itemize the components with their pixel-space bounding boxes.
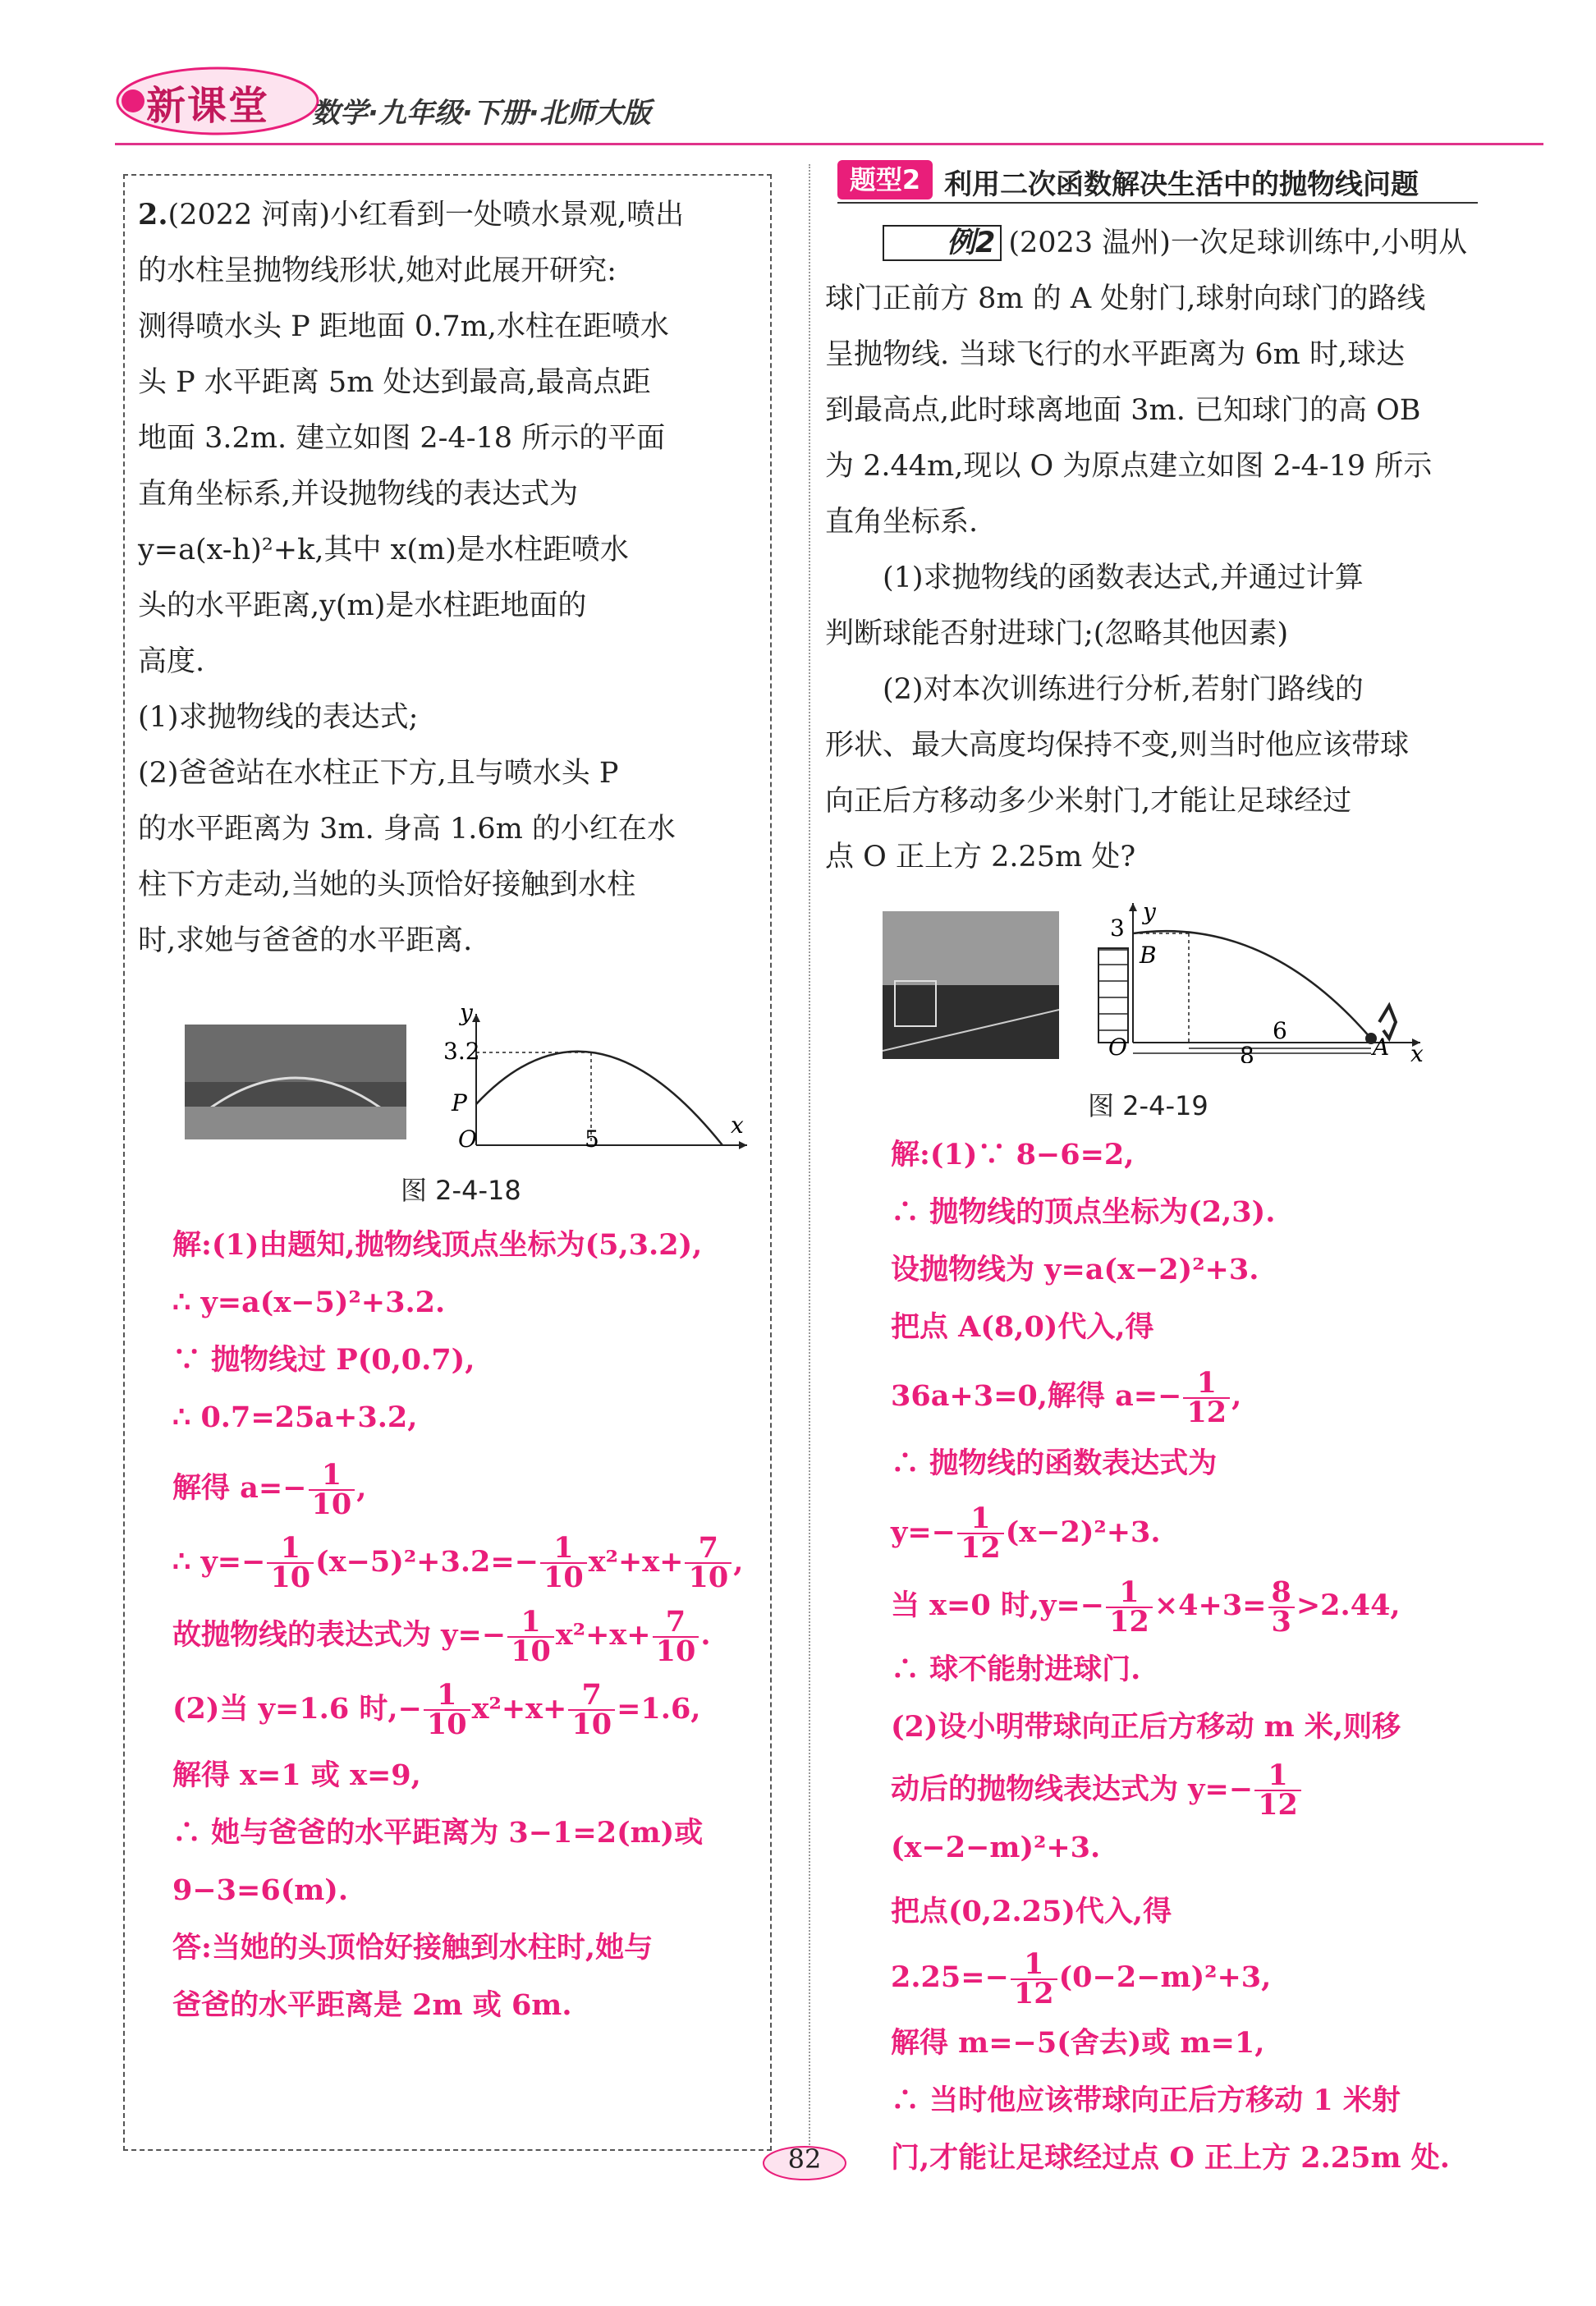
frac-den: 12 [961, 1531, 1001, 1565]
solution-line: ∴ 当时他应该带球向正后方移动 1 米射 [891, 2083, 1401, 2117]
right-solution [891, 1126, 1490, 2187]
problem-text [138, 187, 762, 969]
fraction [267, 1531, 314, 1594]
frac-num: 7 [685, 1534, 732, 1564]
frac-num: 8 [1268, 1579, 1295, 1608]
graph-y-top: 3.2 [443, 1038, 480, 1065]
solution-text: (2)当 y=1.6 时,− [172, 1691, 422, 1726]
graph-a-label: A [1373, 1034, 1390, 1061]
graph-dist-6: 6 [1273, 1017, 1287, 1044]
logo-text: 新课堂 [146, 83, 270, 129]
fraction [685, 1531, 732, 1594]
solution-text: 故抛物线的表达式为 y=− [172, 1618, 507, 1652]
solution-text: . [700, 1618, 711, 1652]
example-line: 到最高点,此时球离地面 3m. 已知球门的高 OB [825, 394, 1421, 427]
graph-y-top: 3 [1110, 915, 1125, 942]
frac-num: 1 [540, 1534, 587, 1564]
solution-text: =1.6, [617, 1691, 701, 1726]
solution-line: ∴ 她与爸爸的水平距离为 3−1=2(m)或 [172, 1816, 704, 1850]
example-line: 呈抛物线. 当球飞行的水平距离为 6m 时,球达 [825, 338, 1406, 371]
question-type-tag: 题型2 [837, 160, 933, 199]
solution-text: 36a+3=0,解得 a=− [891, 1379, 1182, 1413]
graph-y-axis: y [460, 1006, 473, 1026]
example-line: 形状、最大高度均保持不变,则当时他应该带球 [825, 729, 1410, 762]
example-line: 为 2.44m,现以 O 为原点建立如图 2-4-19 所示 [825, 450, 1433, 483]
problem-line: 的水柱呈抛物线形状,她对此展开研究: [138, 254, 617, 287]
frac-den: 10 [543, 1561, 584, 1594]
solution-line: 把点(0,2.25)代入,得 [891, 1895, 1172, 1928]
fountain-photo [185, 1025, 406, 1139]
frac-den: 10 [511, 1634, 551, 1668]
frac-num: 1 [957, 1505, 1004, 1534]
graph-2-4-18 [443, 1006, 755, 1153]
solution-line: 答:当她的头顶恰好接触到水柱时,她与 [172, 1931, 654, 1964]
series-title: 数学·九年级·下册·北师大版 [312, 97, 651, 130]
frac-den: 10 [655, 1634, 696, 1668]
problem-line: 直角坐标系,并设抛物线的表达式为 [138, 478, 579, 511]
problem-line: 高度. [138, 645, 205, 678]
frac-num: 1 [267, 1534, 314, 1564]
fraction [653, 1604, 699, 1668]
figure-caption: 图 2-4-19 [1088, 1090, 1208, 1121]
fraction [309, 1457, 355, 1521]
frac-den: 10 [426, 1708, 467, 1741]
graph-x-axis: x [731, 1112, 744, 1139]
problem-number: 2. [138, 198, 168, 232]
frac-den: 10 [688, 1561, 729, 1594]
solution-text: , [733, 1544, 744, 1579]
fraction [1268, 1575, 1295, 1639]
fraction [424, 1678, 470, 1741]
fraction [1183, 1365, 1230, 1429]
frac-den: 10 [571, 1708, 612, 1741]
frac-num: 7 [653, 1608, 699, 1638]
frac-den: 12 [1109, 1604, 1149, 1639]
solution-line: 解:(1)由题知,抛物线顶点坐标为(5,3.2), [172, 1228, 703, 1262]
example-line: 点 O 正上方 2.25m 处? [825, 841, 1136, 873]
graph-y-axis: y [1143, 899, 1156, 925]
solution-line: 把点 A(8,0)代入,得 [891, 1310, 1154, 1344]
solution-text: y=− [891, 1515, 956, 1549]
solution-text: x²+x+ [555, 1618, 651, 1652]
solution-line: 9−3=6(m). [172, 1873, 349, 1907]
solution-text: x²+x+ [588, 1544, 684, 1579]
solution-line: ∴ 球不能射进球门. [891, 1652, 1141, 1686]
graph-x-mark: 5 [585, 1125, 599, 1153]
page-number: 82 [787, 2143, 822, 2175]
problem-line: 头的水平距离,y(m)是水柱距地面的 [138, 589, 587, 622]
solution-line: ∵ 抛物线过 P(0,0.7), [172, 1343, 475, 1377]
solution-text: ∴ y=− [172, 1544, 266, 1579]
graph-origin: O [1108, 1034, 1127, 1061]
graph-p-label: P [452, 1089, 467, 1116]
solution-line: 解:(1)∵ 8−6=2, [891, 1138, 1135, 1171]
frac-num: 1 [309, 1461, 355, 1491]
solution-text: x²+x+ [471, 1691, 567, 1726]
solution-line: 解得 m=−5(舍去)或 m=1, [891, 2025, 1265, 2060]
solution-text: 动后的抛物线表达式为 y=− [891, 1772, 1254, 1806]
problem-line: (1)求抛物线的表达式; [138, 701, 419, 734]
solution-line: ∴ y=a(x−5)²+3.2. [172, 1286, 446, 1319]
problem-line: 柱下方走动,当她的头顶恰好接触到水柱 [138, 869, 636, 901]
fraction [568, 1678, 615, 1741]
fountain-photo-icon [185, 1025, 406, 1139]
solution-line: ∴ 抛物线的顶点坐标为(2,3). [891, 1195, 1276, 1229]
graph-b-label: B [1140, 942, 1157, 969]
frac-num: 1 [1106, 1579, 1153, 1608]
fraction [507, 1604, 554, 1668]
frac-den: 3 [1271, 1604, 1291, 1639]
graph-origin: O [458, 1125, 477, 1153]
solution-text: 当 x=0 时,y=− [891, 1589, 1105, 1622]
frac-den: 12 [1013, 1976, 1054, 2010]
fraction [957, 1501, 1004, 1565]
frac-num: 1 [424, 1681, 470, 1711]
left-solution [172, 1217, 764, 2034]
solution-line: ∴ 抛物线的函数表达式为 [891, 1446, 1218, 1480]
example-line: 直角坐标系. [825, 506, 979, 539]
problem-line: (2022 河南)小红看到一处喷水景观,喷出 [167, 199, 685, 232]
solution-line: (2)设小明带球向正后方移动 m 米,则移 [891, 1709, 1401, 1744]
solution-line: 爸爸的水平距离是 2m 或 6m. [172, 1988, 572, 2022]
frac-num: 1 [507, 1608, 554, 1638]
solution-text: 2.25=− [891, 1960, 1009, 1994]
problem-line: 头 P 水平距离 5m 处达到最高,最高点距 [138, 366, 651, 399]
graph-dist-8: 8 [1240, 1042, 1254, 1063]
solution-text: (x−2−m)²+3. [891, 1831, 1101, 1864]
frac-den: 10 [311, 1487, 352, 1521]
frac-den: 12 [1186, 1395, 1227, 1429]
example-line: 判断球能否射进球门;(忽略其他因素) [825, 617, 1289, 650]
football-photo-icon [883, 911, 1059, 1059]
frac-num: 7 [568, 1681, 615, 1711]
frac-num: 1 [1011, 1951, 1057, 1980]
frac-den: 12 [1258, 1788, 1298, 1822]
problem-line: 测得喷水头 P 距地面 0.7m,水柱在距喷水 [138, 310, 669, 343]
problem-line: y=a(x-h)²+k,其中 x(m)是水柱距喷水 [138, 534, 629, 566]
solution-line: 解得 x=1 或 x=9, [172, 1758, 421, 1792]
frac-den: 10 [270, 1561, 311, 1594]
fraction [1106, 1575, 1153, 1639]
example-line: (1)求抛物线的函数表达式,并通过计算 [883, 562, 1364, 594]
example-line: (2023 温州)一次足球训练中,小明从 [1008, 227, 1467, 259]
example-label: 例2 [883, 225, 1002, 261]
fraction [1254, 1758, 1301, 1822]
solution-text: , [1231, 1379, 1242, 1413]
solution-text: , [356, 1471, 367, 1505]
frac-num: 1 [1254, 1762, 1301, 1791]
fraction [540, 1531, 587, 1594]
question-type-title: 利用二次函数解决生活中的抛物线问题 [944, 168, 1419, 201]
column-divider [809, 164, 810, 2167]
solution-text: ×4+3= [1153, 1589, 1267, 1622]
problem-line: 地面 3.2m. 建立如图 2-4-18 所示的平面 [138, 422, 666, 455]
graph-x-axis: x [1410, 1040, 1424, 1063]
solution-line: 门,才能让足球经过点 O 正上方 2.25m 处. [891, 2140, 1450, 2175]
graph-2-4-19 [1067, 899, 1437, 1063]
problem-line: (2)爸爸站在水柱正下方,且与喷水头 P [138, 757, 619, 790]
problem-line: 时,求她与爸爸的水平距离. [138, 924, 473, 957]
example-line: 向正后方移动多少米射门,才能让足球经过 [825, 785, 1352, 818]
solution-line: ∴ 0.7=25a+3.2, [172, 1401, 418, 1434]
football-photo [883, 911, 1059, 1059]
solution-text: (0−2−m)²+3, [1058, 1960, 1272, 1994]
header-rule [115, 143, 1543, 145]
tag-rule [837, 202, 1478, 204]
solution-text: (x−2)²+3. [1005, 1515, 1161, 1549]
example-line: (2)对本次训练进行分析,若射门路线的 [883, 673, 1364, 706]
fraction [1011, 1946, 1057, 2010]
solution-line: 设抛物线为 y=a(x−2)²+3. [891, 1253, 1259, 1286]
page-footer [755, 2139, 854, 2188]
frac-num: 1 [1183, 1369, 1230, 1399]
page-header [115, 64, 1543, 146]
example-line: 球门正前方 8m 的 A 处射门,球射向球门的路线 [825, 282, 1426, 315]
solution-text: 解得 a=− [172, 1471, 307, 1505]
example-text [825, 215, 1490, 885]
solution-text: (x−5)²+3.2=− [315, 1544, 539, 1579]
problem-line: 的水平距离为 3m. 身高 1.6m 的小红在水 [138, 813, 676, 846]
solution-text: >2.44, [1296, 1589, 1401, 1622]
figure-caption: 图 2-4-18 [401, 1175, 521, 1206]
